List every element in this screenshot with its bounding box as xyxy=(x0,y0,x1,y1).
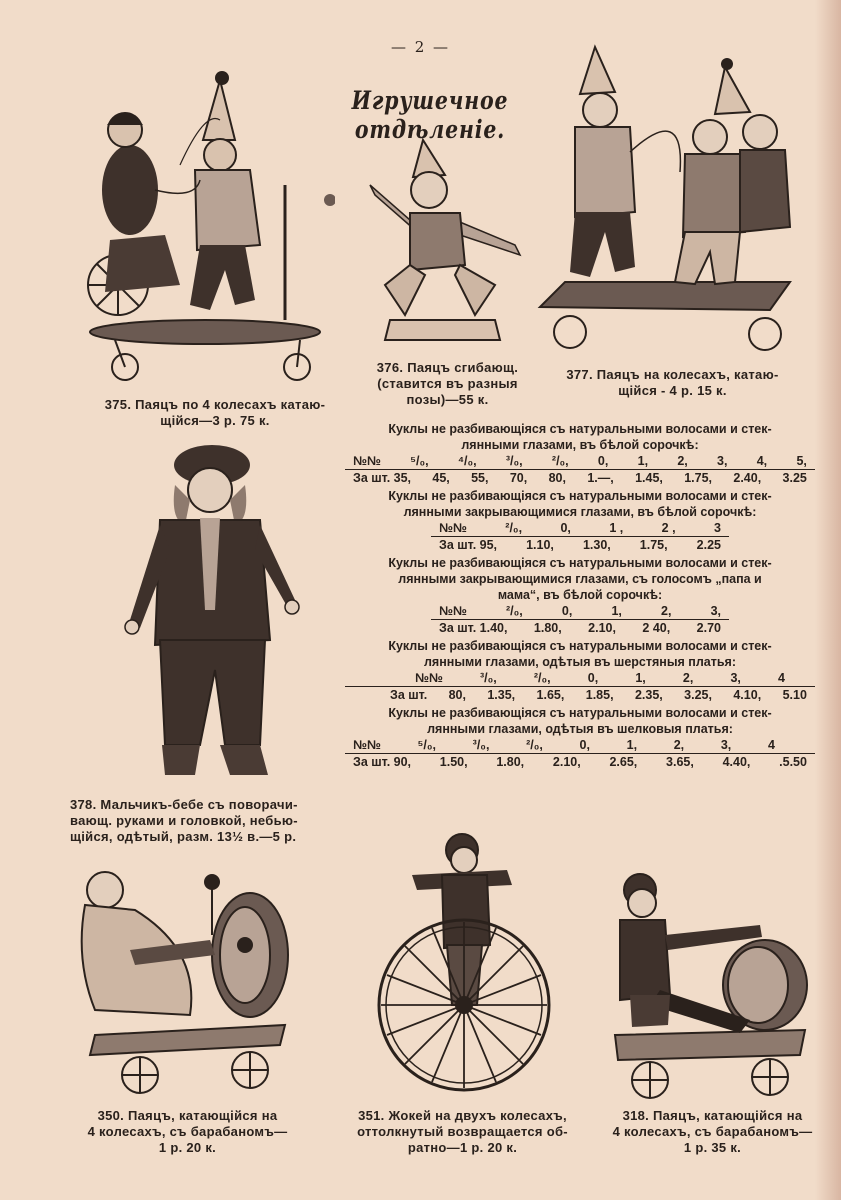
price-cell: 2.10, xyxy=(552,755,581,769)
price-row xyxy=(431,620,729,636)
size-cell: 4 xyxy=(767,738,775,752)
caption-line: 318. Паяцъ, катающійся на xyxy=(622,1108,803,1123)
price-desc: Куклы не разбивающіяся съ натуральными волосами и стек- xyxy=(388,422,772,436)
size-cell: ²/₀, xyxy=(506,604,523,618)
doll-price-list xyxy=(345,421,815,772)
price-cell: 3.65, xyxy=(666,755,694,769)
size-cell: 4, xyxy=(756,454,768,468)
price-cell: 1.75, xyxy=(639,538,668,552)
caption-line: 375. Паяцъ по 4 колесахъ катаю- xyxy=(104,397,326,412)
price-group-5 xyxy=(345,705,815,770)
size-cell: ²/₀, xyxy=(551,454,569,468)
size-cell: 1 , xyxy=(609,521,624,535)
price-cell: За шт. xyxy=(390,688,428,702)
caption-line: 376. Паяцъ сгибающ. xyxy=(376,360,519,375)
price-cell: 2 40, xyxy=(642,621,671,635)
price-cell: 80, xyxy=(548,471,566,485)
price-cell: За шт. 90, xyxy=(353,755,412,769)
size-cell: ²/₀, xyxy=(505,521,523,535)
size-cell: №№ xyxy=(415,671,443,685)
price-desc: лянными закрывающимися глазами, съ голосомъ „папа и xyxy=(398,572,762,586)
price-cell: 2.70 xyxy=(696,621,721,635)
caption-line: 1 р. 35 к. xyxy=(683,1140,742,1155)
size-row xyxy=(345,670,815,687)
size-cell: 2, xyxy=(673,738,685,752)
size-cell: 1, xyxy=(626,738,638,752)
size-cell: №№ xyxy=(439,521,467,535)
price-desc: мама“, въ бѣлой сорочкѣ: xyxy=(497,588,663,602)
price-desc: Куклы не разбивающіяся съ натуральными волосами и стек- xyxy=(388,639,772,653)
price-desc: лянными глазами, одѣтыя въ шелковыя платья: xyxy=(427,722,733,736)
size-cell: №№ xyxy=(439,604,467,618)
size-cell: ⁴/₀, xyxy=(457,454,477,468)
size-cell: 0, xyxy=(560,521,571,535)
price-cell: 2.10, xyxy=(588,621,616,635)
caption-line: позы)—55 к. xyxy=(406,392,489,407)
price-cell: 1.—, xyxy=(587,471,614,485)
caption-line: 1 р. 20 к. xyxy=(158,1140,217,1155)
price-desc: лянными глазами, одѣтыя въ шерстяныя платья: xyxy=(423,655,736,669)
price-row xyxy=(345,470,815,486)
caption-line: ратно—1 р. 20 к. xyxy=(407,1140,518,1155)
price-cell: 1.85, xyxy=(585,688,614,702)
size-row xyxy=(431,603,729,620)
price-group-1 xyxy=(345,421,815,486)
price-cell: 2.40, xyxy=(733,471,762,485)
price-desc: Куклы не разбивающіяся съ натуральными волосами и стек- xyxy=(388,706,772,720)
page-title: Игрушечное отдѣленіе. xyxy=(351,86,509,144)
size-cell: 2, xyxy=(677,454,688,468)
size-cell: 4 xyxy=(778,671,785,685)
size-cell: 3 xyxy=(713,521,721,535)
price-desc: Куклы не разбивающіяся съ натуральными волосами и стек- xyxy=(388,489,772,503)
price-row xyxy=(345,687,815,703)
size-cell: 2 , xyxy=(661,521,676,535)
caption-line: 377. Паяцъ на колесахъ, катаю- xyxy=(566,367,779,382)
caption-line: 4 колесахъ, съ барабаномъ— xyxy=(612,1124,813,1139)
price-cell: За шт. 35, xyxy=(353,471,412,485)
illustration-378 xyxy=(120,440,305,790)
price-cell: 5.10 xyxy=(782,688,807,702)
caption-318 xyxy=(600,1108,825,1156)
size-cell: ⁵/₀, xyxy=(410,454,429,468)
price-cell: 3.25 xyxy=(782,471,807,485)
illustration-318 xyxy=(610,865,815,1105)
caption-line: 4 колесахъ, съ барабаномъ— xyxy=(87,1124,288,1139)
price-cell: 1.35, xyxy=(487,688,516,702)
size-cell: ³/₀, xyxy=(480,671,497,685)
price-cell: 1.80, xyxy=(533,621,562,635)
price-cell: 2.65, xyxy=(609,755,638,769)
price-cell: 70, xyxy=(509,471,528,485)
size-cell: 5, xyxy=(796,454,807,468)
size-cell: ³/₀, xyxy=(472,738,490,752)
illustration-350 xyxy=(70,860,300,1105)
caption-line: щійся, одѣтый, разм. 13½ в.—5 р. xyxy=(70,829,297,844)
price-cell: 1.50, xyxy=(439,755,468,769)
illustration-375 xyxy=(85,70,335,390)
size-cell: 1, xyxy=(635,671,646,685)
size-cell: 0, xyxy=(597,454,609,468)
caption-line: 350. Паяцъ, катающійся на xyxy=(97,1108,278,1123)
size-cell: 1, xyxy=(611,604,622,618)
price-cell: 1.45, xyxy=(635,471,663,485)
price-cell: За шт. 1.40, xyxy=(439,621,508,635)
caption-375 xyxy=(70,397,360,429)
price-cell: За шт. 95, xyxy=(439,538,498,552)
price-cell: 80, xyxy=(448,688,466,702)
size-cell: 1, xyxy=(637,454,649,468)
caption-line: щійся—3 р. 75 к. xyxy=(160,413,270,428)
illustration-377 xyxy=(535,42,805,357)
price-cell: 4.10, xyxy=(733,688,762,702)
size-cell: ²/₀, xyxy=(526,738,543,752)
illustration-376 xyxy=(365,135,530,360)
price-desc: Куклы не разбивающіяся съ натуральными волосами и стек- xyxy=(388,556,772,570)
caption-351 xyxy=(335,1108,590,1156)
caption-line: щійся - 4 р. 15 к. xyxy=(618,383,727,398)
size-cell: 0, xyxy=(587,671,599,685)
price-cell: 4.40, xyxy=(722,755,751,769)
size-cell: 0, xyxy=(579,738,590,752)
size-row xyxy=(345,453,815,470)
price-cell: 55, xyxy=(471,471,489,485)
caption-376 xyxy=(355,360,540,408)
price-desc: лянными глазами, въ бѣлой сорочкѣ: xyxy=(461,438,699,452)
price-desc: лянными закрывающимися глазами, въ бѣлой сорочкѣ: xyxy=(403,505,757,519)
price-row xyxy=(345,754,815,770)
price-cell: .5.50 xyxy=(779,755,807,769)
size-cell: ⁵/₀, xyxy=(417,738,436,752)
size-cell: №№ xyxy=(353,454,381,468)
size-cell: 2, xyxy=(682,671,694,685)
price-cell: 2.25 xyxy=(696,538,721,552)
caption-line: 378. Мальчикъ-бебе съ поворачи- xyxy=(70,797,298,812)
price-cell: 2.35, xyxy=(634,688,663,702)
page-number: — 2 — xyxy=(390,38,451,56)
price-cell: 1.80, xyxy=(496,755,525,769)
caption-line: вающ. руками и головкой, небью- xyxy=(70,813,298,828)
caption-line: 351. Жокей на двухъ колесахъ, xyxy=(358,1108,567,1123)
size-cell: ²/₀, xyxy=(533,671,551,685)
size-cell: ³/₀, xyxy=(505,454,523,468)
caption-line: оттолкнутый возвращается об- xyxy=(357,1124,568,1139)
price-cell: 1.65, xyxy=(536,688,565,702)
price-cell: 45, xyxy=(432,471,450,485)
size-cell: 3, xyxy=(730,671,741,685)
size-cell: 2, xyxy=(661,604,672,618)
size-row xyxy=(345,737,815,754)
price-cell: 1.30, xyxy=(582,538,611,552)
price-cell: 1.75, xyxy=(684,471,713,485)
price-group-2 xyxy=(345,488,815,553)
size-cell: №№ xyxy=(353,738,381,752)
size-cell: 3, xyxy=(717,454,728,468)
price-group-3 xyxy=(345,555,815,636)
size-cell: 3, xyxy=(720,738,732,752)
caption-350 xyxy=(75,1108,300,1156)
caption-line: (ставится въ разныя xyxy=(377,376,518,391)
illustration-351 xyxy=(372,810,562,1105)
size-cell: 0, xyxy=(561,604,573,618)
price-cell: 3.25, xyxy=(684,688,712,702)
caption-377 xyxy=(540,367,805,399)
price-cell: 1.10, xyxy=(526,538,554,552)
price-row xyxy=(431,537,729,553)
price-group-4 xyxy=(345,638,815,703)
size-row xyxy=(431,520,729,537)
caption-378 xyxy=(70,797,330,845)
size-cell: 3, xyxy=(710,604,721,618)
paper-edge xyxy=(815,0,841,1200)
